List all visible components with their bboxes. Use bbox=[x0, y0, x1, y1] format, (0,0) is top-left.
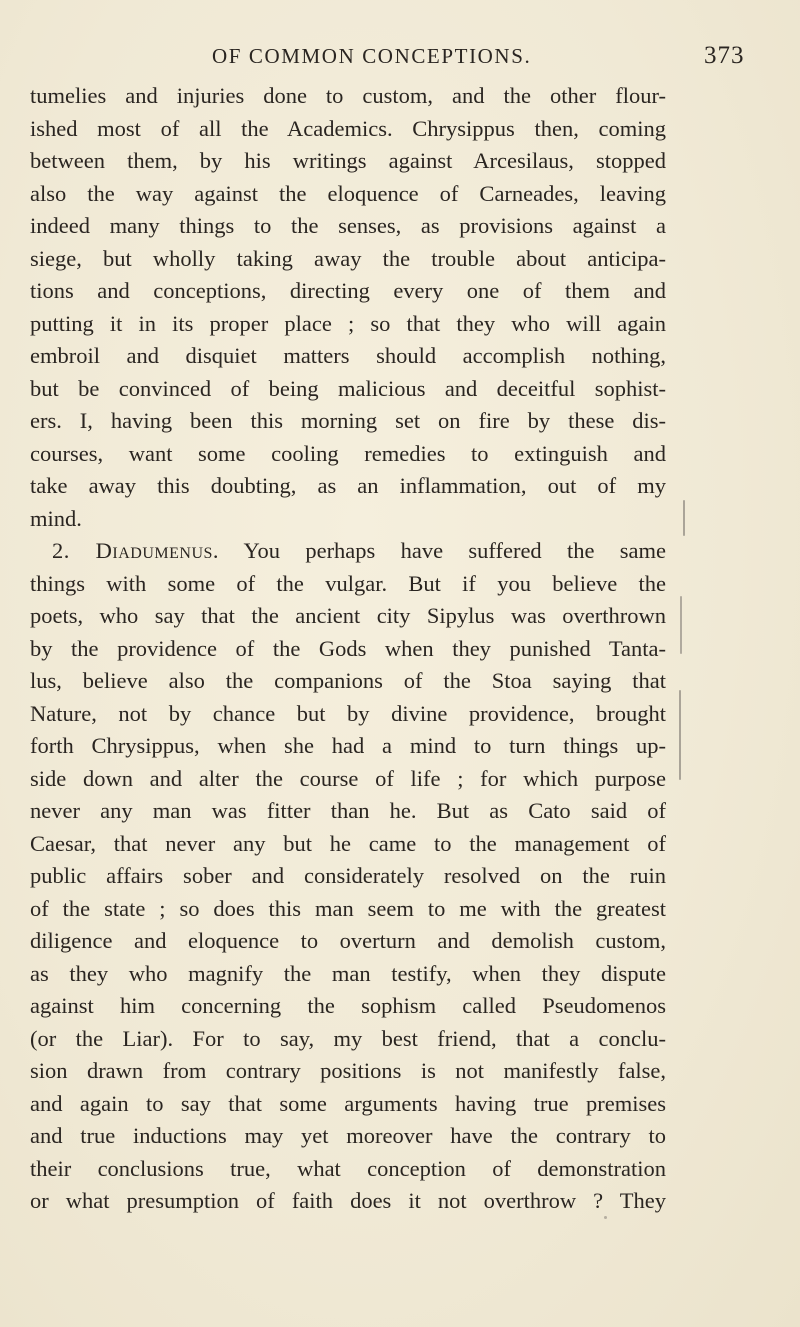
text-line: never any man was fitter than he. But as Cato said of bbox=[30, 798, 666, 823]
text-line: against him concerning the sophism called Pseudomenos bbox=[30, 993, 666, 1018]
text-line: side down and alter the course of life ; for which purpose bbox=[30, 765, 666, 791]
text-line: mind. bbox=[30, 505, 82, 531]
text-line: and true inductions may yet moreover have the contrary to bbox=[30, 1123, 666, 1148]
text-line: take away this doubting, as an inflammation, out of my bbox=[30, 473, 666, 498]
text-line: tions and conceptions, directing every one of them and bbox=[30, 278, 666, 303]
text-line: also the way against the eloquence of Carneades, leaving bbox=[30, 180, 666, 206]
running-title: OF COMMON CONCEPTIONS. bbox=[212, 44, 532, 68]
text-line: forth Chrysippus, when she had a mind to turn things up- bbox=[30, 733, 666, 758]
text-line: Caesar, that never any but he came to the management of bbox=[30, 830, 666, 856]
text-line: or what presumption of faith does it not overthrow ? They bbox=[30, 1188, 666, 1213]
text-line: ished most of all the Academics. Chrysippus then, coming bbox=[30, 115, 666, 141]
text-line: but be convinced of being malicious and deceitful sophist- bbox=[30, 375, 666, 401]
speaker-name: 2. Diadumenus. bbox=[52, 538, 220, 563]
text-line: things with some of the vulgar. But if you believe the bbox=[30, 570, 666, 596]
text-line: courses, want some cooling remedies to extinguish and bbox=[30, 440, 666, 466]
text-line: between them, by his writings against Arcesilaus, stopped bbox=[30, 148, 666, 173]
text-line: public affairs sober and considerately resolved on the ruin bbox=[30, 863, 666, 888]
text-line: lus, believe also the companions of the Stoa saying that bbox=[30, 668, 666, 693]
page-number: 373 bbox=[704, 42, 745, 69]
text-line: by the providence of the Gods when they punished Tanta- bbox=[30, 635, 666, 661]
text-line: embroil and disquiet matters should accomplish nothing, bbox=[30, 343, 666, 368]
text-line: as they who magnify the man testify, when they dispute bbox=[30, 960, 666, 986]
text-line: poets, who say that the ancient city Sipylus was overthrown bbox=[30, 603, 666, 628]
margin-mark bbox=[683, 500, 685, 536]
speaker-line bbox=[30, 535, 666, 568]
text-line: of the state ; so does this man seem to me with the greatest bbox=[30, 895, 666, 921]
text-line: putting it in its proper place ; so that they who will again bbox=[30, 310, 666, 336]
text-line: tumelies and injuries done to custom, and the other flour- bbox=[30, 83, 666, 108]
text-line: (or the Liar). For to say, my best friend, that a conclu- bbox=[30, 1025, 666, 1051]
text-line: and again to say that some arguments having true premises bbox=[30, 1090, 666, 1116]
speaker-line-text: You perhaps have suffered the same bbox=[243, 538, 666, 563]
text-line: siege, but wholly taking away the trouble about anticipa- bbox=[30, 245, 666, 271]
body-text bbox=[30, 80, 666, 1218]
text-line: indeed many things to the senses, as provisions against a bbox=[30, 213, 666, 238]
text-line: Nature, not by chance but by divine providence, brought bbox=[30, 700, 666, 726]
margin-mark bbox=[679, 690, 681, 780]
text-line: sion drawn from contrary positions is not manifestly false, bbox=[30, 1058, 666, 1083]
text-line: ers. I, having been this morning set on fire by these dis- bbox=[30, 408, 666, 433]
paper-speck bbox=[604, 1216, 607, 1219]
margin-mark bbox=[680, 596, 682, 654]
text-line: their conclusions true, what conception of demonstration bbox=[30, 1155, 666, 1181]
text-line: diligence and eloquence to overturn and demolish custom, bbox=[30, 928, 666, 953]
running-head bbox=[0, 36, 800, 76]
